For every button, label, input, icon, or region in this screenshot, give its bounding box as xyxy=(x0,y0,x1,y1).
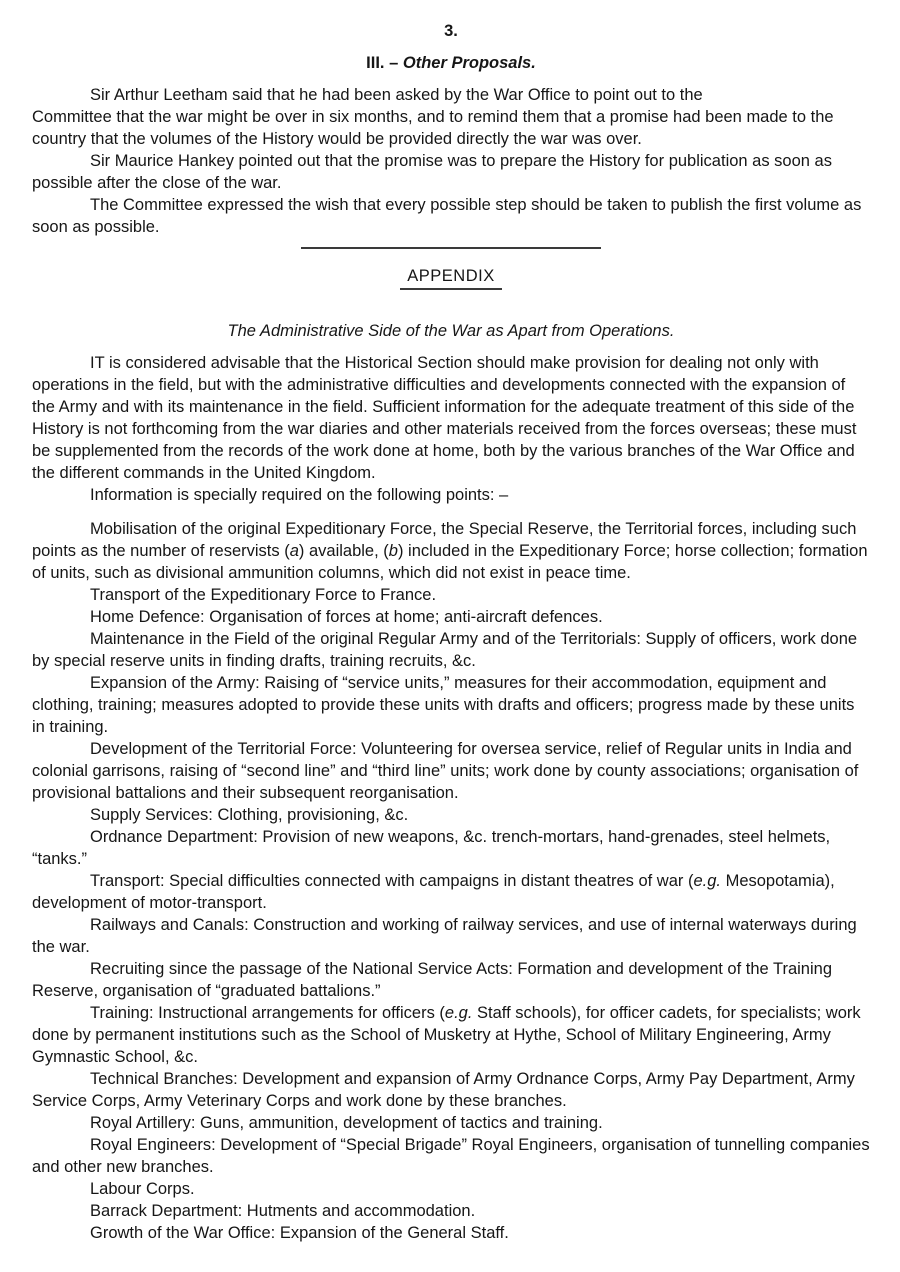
paragraph: Royal Engineers: Development of “Special Brigade” Royal Engineers, organisation of tunnelling companies and other new branches. xyxy=(32,1136,870,1176)
paragraph: Royal Artillery: Guns, ammunition, development of tactics and training. xyxy=(90,1114,603,1132)
paragraph: Railways and Canals: Construction and working of railway services, and use of internal waterways during the war. xyxy=(32,916,857,956)
paragraph: Sir Maurice Hankey pointed out that the promise was to prepare the History for publication as soon as possible after the close of the war. xyxy=(32,152,832,192)
paragraph: Transport: Special difficulties connected with campaigns in distant theatres of war (e.g. Mesopotamia), development of motor-transport. xyxy=(32,872,835,912)
paragraph: Sir Arthur Leetham said that he had been asked by the War Office to point out to the Committee that the war might be over in six months, and to remind them that a promise had been made to the country that the volumes of the History would be provided directly the war was over. xyxy=(32,86,834,148)
section-heading-title: Other Proposals. xyxy=(402,54,536,72)
paragraph: Supply Services: Clothing, provisioning, &c. xyxy=(90,806,409,824)
paragraph: Information is specially required on the following points: – xyxy=(90,486,509,504)
paragraph: Development of the Territorial Force: Volunteering for oversea service, relief of Regular units in India and colonial garrisons, raising of “second line” and “third line” units; work done by county associations; organisation of provisional battalions and their subsequent reorganisation. xyxy=(32,740,859,802)
paragraph: IT is considered advisable that the Historical Section should make provision for dealing not only with operations in the field, but with the administrative difficulties and developments connected with the expansion of the Army and with its maintenance in the field. Sufficient information for the adequate treatment of this side of the History is not forthcoming from the war diaries and other materials received from the forces overseas; these must be supplemented from the records of the work done at home, both by the various branches of the War Office and the different commands in the United Kingdom. xyxy=(32,354,857,482)
section-heading-numeral: III. – xyxy=(366,54,403,72)
paragraph: Barrack Department: Hutments and accommodation. xyxy=(90,1202,476,1220)
appendix-heading-wrap xyxy=(32,265,870,290)
paragraph: Growth of the War Office: Expansion of the General Staff. xyxy=(90,1224,509,1242)
minutes-paragraphs xyxy=(32,84,870,238)
section-divider-rule xyxy=(301,247,601,249)
paragraph: Labour Corps. xyxy=(90,1180,195,1198)
paragraph: Training: Instructional arrangements for officers (e.g. Staff schools), for officer cadets, for specialists; work done by permanent institutions such as the School of Musketry at Hythe, School of Military Engineering, Army Gymnastic School, &c. xyxy=(32,1004,861,1066)
section-heading xyxy=(32,52,870,74)
paragraph: Home Defence: Organisation of forces at home; anti-aircraft defences. xyxy=(90,608,603,626)
paragraph: The Committee expressed the wish that every possible step should be taken to publish the first volume as soon as possible. xyxy=(32,196,862,236)
page-number: 3. xyxy=(444,22,458,40)
paragraph: Transport of the Expeditionary Force to France. xyxy=(90,586,437,604)
appendix-subtitle: The Administrative Side of the War as Apart from Operations. xyxy=(227,322,675,340)
appendix-paragraphs xyxy=(32,352,870,1244)
paragraph: Recruiting since the passage of the National Service Acts: Formation and development of the Training Reserve, organisation of “graduated battalions.” xyxy=(32,960,833,1000)
paragraph: Mobilisation of the original Expeditionary Force, the Special Reserve, the Territorial forces, including such points as the number of reservists (a) available, (b) included in the Expeditionary Force; horse collection; formation of units, such as divisional ammunition columns, which did not exist in peace time. xyxy=(32,520,868,582)
paragraph: Expansion of the Army: Raising of “service units,” measures for their accommodation, equipment and clothing, training; measures adopted to provide these units with drafts and officers; progress made by these units in training. xyxy=(32,674,855,736)
paragraph: Technical Branches: Development and expansion of Army Ordnance Corps, Army Pay Department, Army Service Corps, Army Veterinary Corps and work done by these branches. xyxy=(32,1070,855,1110)
paragraph: Maintenance in the Field of the original Regular Army and of the Territorials: Supply of officers, work done by special reserve units in finding drafts, training recruits, &c. xyxy=(32,630,858,670)
appendix-heading: APPENDIX xyxy=(400,265,501,290)
paragraph: Ordnance Department: Provision of new weapons, &c. trench-mortars, hand-grenades, steel helmets, “tanks.” xyxy=(32,828,831,868)
